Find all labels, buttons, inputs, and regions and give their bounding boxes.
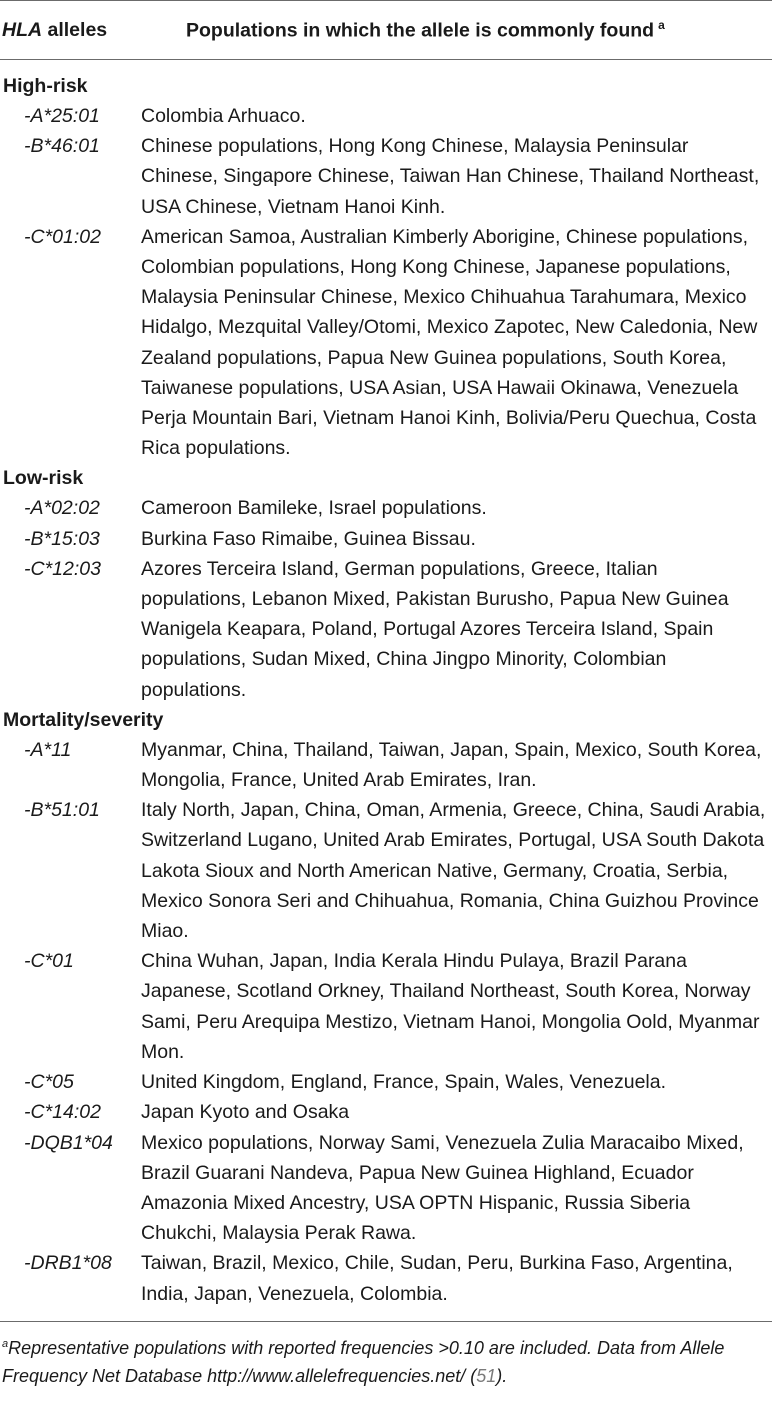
- populations-cell: Myanmar, China, Thailand, Taiwan, Japan, Spain, Mexico, South Korea, Mongolia, France, United Arab Emirates, Iran.: [141, 738, 762, 792]
- header-footnote-marker: a: [658, 17, 665, 32]
- table-header: [0, 1, 772, 59]
- table-row: [0, 1248, 772, 1308]
- populations-cell: American Samoa, Australian Kimberly Aborigine, Chinese populations, Colombian populations, Hong Kong Chinese, Japanese populations, Malaysia Peninsular Chinese, Mexico Chihuahua Tarahumara, Mexico Hidalgo, Mezquital Valley/Otomi, Mexico Zapotec, New Caledonia, New Zealand populations, Papua New Guinea populations, South Korea, Taiwanese populations, USA Asian, USA Hawaii Okinawa, Venezuela Perja Mountain Bari, Vietnam Hanoi Kinh, Bolivia/Peru Quechua, Costa Rica populations.: [141, 225, 758, 460]
- allele-cell: -B*15:03: [24, 527, 100, 550]
- header-hla-text: HLA: [2, 18, 43, 41]
- allele-cell: -A*25:01: [24, 105, 100, 127]
- header-alleles-text: alleles: [47, 18, 108, 41]
- allele-cell: -B*51:01: [24, 799, 100, 822]
- footnote-marker: a: [2, 1337, 9, 1350]
- populations-cell: Japan Kyoto and Osaka: [141, 1101, 350, 1124]
- populations-cell: Taiwan, Brazil, Mexico, Chile, Sudan, Peru, Burkina Faso, Argentina, India, Japan, Venezuela, Colombia.: [141, 1252, 733, 1305]
- populations-cell: Colombia Arhuaco.: [141, 105, 306, 127]
- footnote-reference-link[interactable]: 51: [476, 1366, 497, 1387]
- populations-cell: Burkina Faso Rimaibe, Guinea Bissau.: [141, 527, 476, 550]
- table-row: [0, 1067, 772, 1097]
- allele-cell: -DQB1*04: [24, 1131, 113, 1154]
- table-body: [0, 60, 772, 1321]
- table-row: [0, 946, 772, 1067]
- allele-cell: -C*01:02: [24, 225, 101, 248]
- section-title: Low-risk: [3, 467, 84, 490]
- allele-cell: -C*05: [24, 1071, 74, 1094]
- populations-cell: Chinese populations, Hong Kong Chinese, Malaysia Peninsular Chinese, Singapore Chinese, Taiwan Han Chinese, Thailand Northeast, USA Chinese, Vietnam Hanoi Kinh.: [141, 135, 760, 218]
- section-title: High-risk: [3, 75, 88, 97]
- populations-cell: Azores Terceira Island, German populations, Greece, Italian populations, Lebanon Mixed, Pakistan Burusho, Papua New Guinea Wanigela Keapara, Poland, Portugal Azores Terceira Island, Spain populations, Sudan Mixed, China Jingpo Minority, Colombian populations.: [141, 557, 729, 701]
- allele-cell: -A*11: [24, 738, 72, 761]
- table-row: [0, 222, 772, 464]
- populations-cell: United Kingdom, England, France, Spain, Wales, Venezuela.: [141, 1071, 667, 1094]
- column-header-populations: [138, 18, 665, 43]
- table-row: [0, 131, 772, 222]
- allele-cell: -B*46:01: [24, 135, 100, 158]
- footnote-text: Representative populations with reported frequencies >0.10 are included. Data from Allele Frequency Net Database http://www.allelefrequencies.net/ (: [2, 1337, 725, 1387]
- table-row: [0, 524, 772, 554]
- table-row: [0, 735, 772, 795]
- table-row: [0, 101, 772, 131]
- allele-cell: -DRB1*08: [24, 1252, 112, 1275]
- table-footnote: [0, 1330, 772, 1391]
- bottom-rule: [0, 1321, 772, 1322]
- footnote-end: ).: [496, 1366, 508, 1387]
- populations-cell: Italy North, Japan, China, Oman, Armenia, Greece, China, Saudi Arabia, Switzerland Lugano, United Arab Emirates, Portugal, USA South Dakota Lakota Sioux and North American Native, Germany, Croatia, Serbia, Mexico Sonora Seri and Chihuahua, Romania, China Guizhou Province Miao.: [141, 799, 766, 943]
- populations-cell: Cameroon Bamileke, Israel populations.: [141, 497, 487, 520]
- column-header-alleles: [0, 19, 138, 42]
- table-row: [0, 1097, 772, 1127]
- allele-cell: -C*12:03: [24, 557, 101, 580]
- table-row: [0, 554, 772, 705]
- table-row: [0, 795, 772, 946]
- populations-cell: China Wuhan, Japan, India Kerala Hindu Pulaya, Brazil Parana Japanese, Scotland Orkney, Thailand Northeast, South Korea, Norway Sami, Peru Arequipa Mestizo, Vietnam Hanoi, Mongolia Oold, Myanmar Mon.: [141, 950, 760, 1063]
- table-row: [0, 1128, 772, 1249]
- section-title: Mortality/severity: [3, 708, 164, 731]
- allele-cell: -C*01: [24, 950, 74, 973]
- header-populations-text: Populations in which the allele is commonly found: [186, 19, 655, 42]
- allele-cell: -A*02:02: [24, 497, 100, 520]
- allele-cell: -C*14:02: [24, 1101, 101, 1124]
- table-row: [0, 493, 772, 523]
- populations-cell: Mexico populations, Norway Sami, Venezuela Zulia Maracaibo Mixed, Brazil Guarani Nandeva, Papua New Guinea Highland, Ecuador Amazonia Mixed Ancestry, USA OPTN Hispanic, Russia Siberia Chukchi, Malaysia Perak Rawa.: [141, 1131, 744, 1245]
